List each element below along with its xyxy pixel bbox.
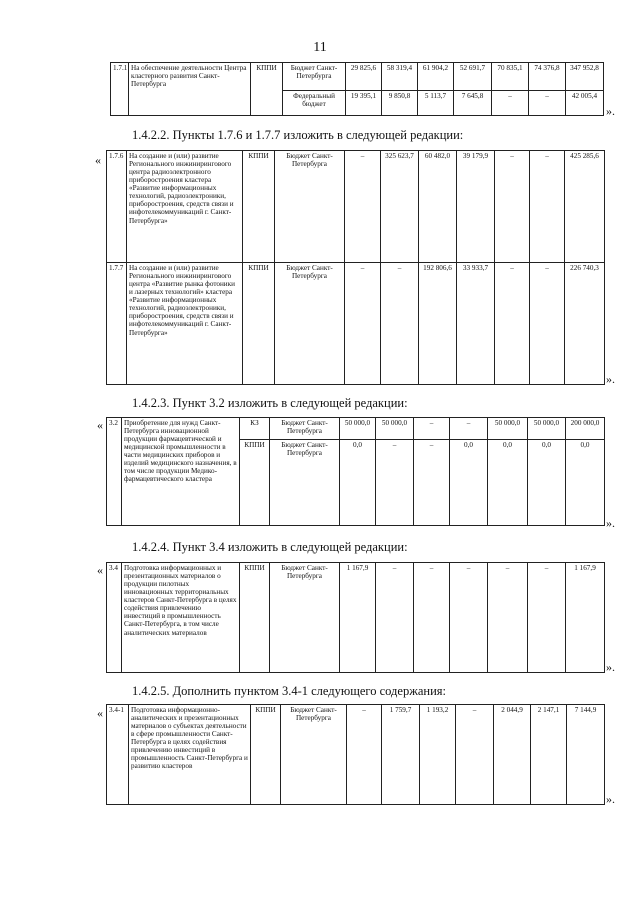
funding-source: Бюджет Санкт-Петербурга [283, 63, 346, 91]
value-cell: 70 835,1 [492, 63, 529, 91]
value-cell: – [492, 91, 529, 116]
value-cell: 1 167,9 [340, 563, 376, 673]
value-cell: 61 904,2 [418, 63, 454, 91]
funding-source: Бюджет Санкт-Петербурга [281, 705, 347, 805]
value-cell: 325 623,7 [381, 151, 419, 263]
funding-source: Бюджет Санкт-Петербурга [275, 151, 345, 263]
value-cell: 50 000,0 [376, 418, 414, 440]
value-cell: 74 376,8 [529, 63, 566, 91]
value-cell: – [530, 151, 565, 263]
item-number: 3.4 [107, 563, 122, 673]
value-cell: 52 691,7 [454, 63, 492, 91]
closing-quote: ». [606, 792, 615, 806]
funding-source: Федеральный бюджет [283, 91, 346, 116]
table-row [107, 705, 605, 805]
funding-source: Бюджет Санкт-Петербурга [270, 418, 340, 440]
page-number: 11 [313, 40, 327, 55]
value-cell: 29 825,6 [346, 63, 382, 91]
total-cell: 0,0 [566, 440, 605, 526]
value-cell: 0,0 [528, 440, 566, 526]
value-cell: – [529, 91, 566, 116]
value-cell: – [414, 418, 450, 440]
value-cell: 50 000,0 [488, 418, 528, 440]
value-cell: 60 482,0 [419, 151, 457, 263]
program-table-3 [106, 417, 605, 526]
value-cell: – [414, 440, 450, 526]
total-cell: 42 005,4 [566, 91, 604, 116]
value-cell: – [495, 263, 530, 385]
executor-code: КЗ [240, 418, 270, 440]
item-number: 1.7.1 [111, 63, 129, 116]
item-name: Приобретение для нужд Санкт-Петербурга инновационной продукции фармацевтической и медицинской промышленности в части медицинских приборов и изделий медицинского назначения, в том числе продукции Медико-фармацевтического кластера [122, 418, 240, 526]
value-cell: – [347, 705, 382, 805]
value-cell: 0,0 [450, 440, 488, 526]
total-cell: 7 144,9 [567, 705, 605, 805]
value-cell: 19 395,1 [346, 91, 382, 116]
closing-quote: ». [606, 660, 615, 674]
item-number: 1.7.7 [107, 263, 127, 385]
total-cell: 200 000,0 [566, 418, 605, 440]
value-cell: – [528, 563, 566, 673]
program-table-4 [106, 562, 605, 673]
executor-code: КППИ [240, 440, 270, 526]
section-heading: 1.4.2.5. Дополнить пунктом 3.4-1 следующего содержания: [132, 684, 446, 698]
value-cell: – [495, 151, 530, 263]
opening-quote: « [95, 153, 101, 167]
value-cell: 39 179,9 [457, 151, 495, 263]
value-cell: 0,0 [488, 440, 528, 526]
value-cell: – [376, 563, 414, 673]
table-row [107, 263, 605, 385]
program-table-2 [106, 150, 605, 385]
section-heading: 1.4.2.3. Пункт 3.2 изложить в следующей редакции: [132, 396, 408, 410]
section-heading: 1.4.2.4. Пункт 3.4 изложить в следующей редакции: [132, 540, 408, 554]
program-table-1 [110, 62, 604, 116]
value-cell: – [450, 563, 488, 673]
executor-code: КППИ [251, 63, 283, 116]
opening-quote: « [97, 706, 103, 720]
total-cell: 425 285,6 [565, 151, 605, 263]
item-name: На обеспечение деятельности Центра кластерного развития Санкт-Петербурга [129, 63, 251, 116]
item-number: 3.2 [107, 418, 122, 526]
closing-quote: ». [606, 104, 615, 118]
value-cell: 1 193,2 [420, 705, 456, 805]
value-cell: 33 933,7 [457, 263, 495, 385]
item-name: Подготовка информационно-аналитических и презентационных материалов о субъектах деятельности в сфере промышленности Санкт-Петербурга в целях содействия привлечению инвестиций в промышленность Санкт-Петербурга и развитию кластеров [129, 705, 251, 805]
value-cell: 50 000,0 [340, 418, 376, 440]
executor-code: КППИ [240, 563, 270, 673]
value-cell: 9 850,8 [382, 91, 418, 116]
value-cell: – [345, 263, 381, 385]
value-cell: – [381, 263, 419, 385]
value-cell: 7 645,8 [454, 91, 492, 116]
funding-source: Бюджет Санкт-Петербурга [270, 440, 340, 526]
opening-quote: « [97, 563, 103, 577]
table-row [107, 151, 605, 263]
value-cell: – [376, 440, 414, 526]
item-name: На создание и (или) развитие Регионального инжинирингового центра радиоэлектронного приборостроения кластера «Развитие информационных технологий, радиоэлектроники, приборостроения, средств связи и инфотелекоммуникаций г. Санкт-Петербурга» [127, 151, 243, 263]
program-table-5 [106, 704, 605, 805]
closing-quote: ». [606, 372, 615, 386]
value-cell: 5 113,7 [418, 91, 454, 116]
value-cell: – [530, 263, 565, 385]
value-cell: 0,0 [340, 440, 376, 526]
value-cell: – [414, 563, 450, 673]
table-row [107, 418, 605, 440]
funding-source: Бюджет Санкт-Петербурга [270, 563, 340, 673]
table-row [107, 563, 605, 673]
value-cell: 50 000,0 [528, 418, 566, 440]
value-cell: – [450, 418, 488, 440]
total-cell: 347 952,8 [566, 63, 604, 91]
total-cell: 1 167,9 [566, 563, 605, 673]
funding-source: Бюджет Санкт-Петербурга [275, 263, 345, 385]
item-name: На создание и (или) развитие Регионального инжинирингового центра «Развитие рынка фотоники и лазерных технологий» кластера «Развитие информационных технологий, радиоэлектроники, приборостроения, средств связи и инфотелекоммуникаций г. Санкт-Петербурга» [127, 263, 243, 385]
executor-code: КППИ [243, 151, 275, 263]
value-cell: – [456, 705, 494, 805]
item-number: 3.4-1 [107, 705, 129, 805]
section-heading: 1.4.2.2. Пункты 1.7.6 и 1.7.7 изложить в следующей редакции: [132, 128, 464, 142]
value-cell: 192 806,6 [419, 263, 457, 385]
table-row [111, 63, 604, 91]
value-cell: 1 759,7 [382, 705, 420, 805]
closing-quote: ». [606, 516, 615, 530]
value-cell: 2 044,9 [494, 705, 531, 805]
opening-quote: « [97, 418, 103, 432]
item-name: Подготовка информационных и презентационных материалов о продукции пилотных инновационных территориальных кластеров Санкт-Петербурга в целях содействия привлечению инвестиций в промышленность Санкт-Петербурга, в том числе аналитических материалов [122, 563, 240, 673]
item-number: 1.7.6 [107, 151, 127, 263]
total-cell: 226 740,3 [565, 263, 605, 385]
value-cell: 58 319,4 [382, 63, 418, 91]
value-cell: 2 147,1 [531, 705, 567, 805]
executor-code: КППИ [251, 705, 281, 805]
executor-code: КППИ [243, 263, 275, 385]
value-cell: – [488, 563, 528, 673]
value-cell: – [345, 151, 381, 263]
